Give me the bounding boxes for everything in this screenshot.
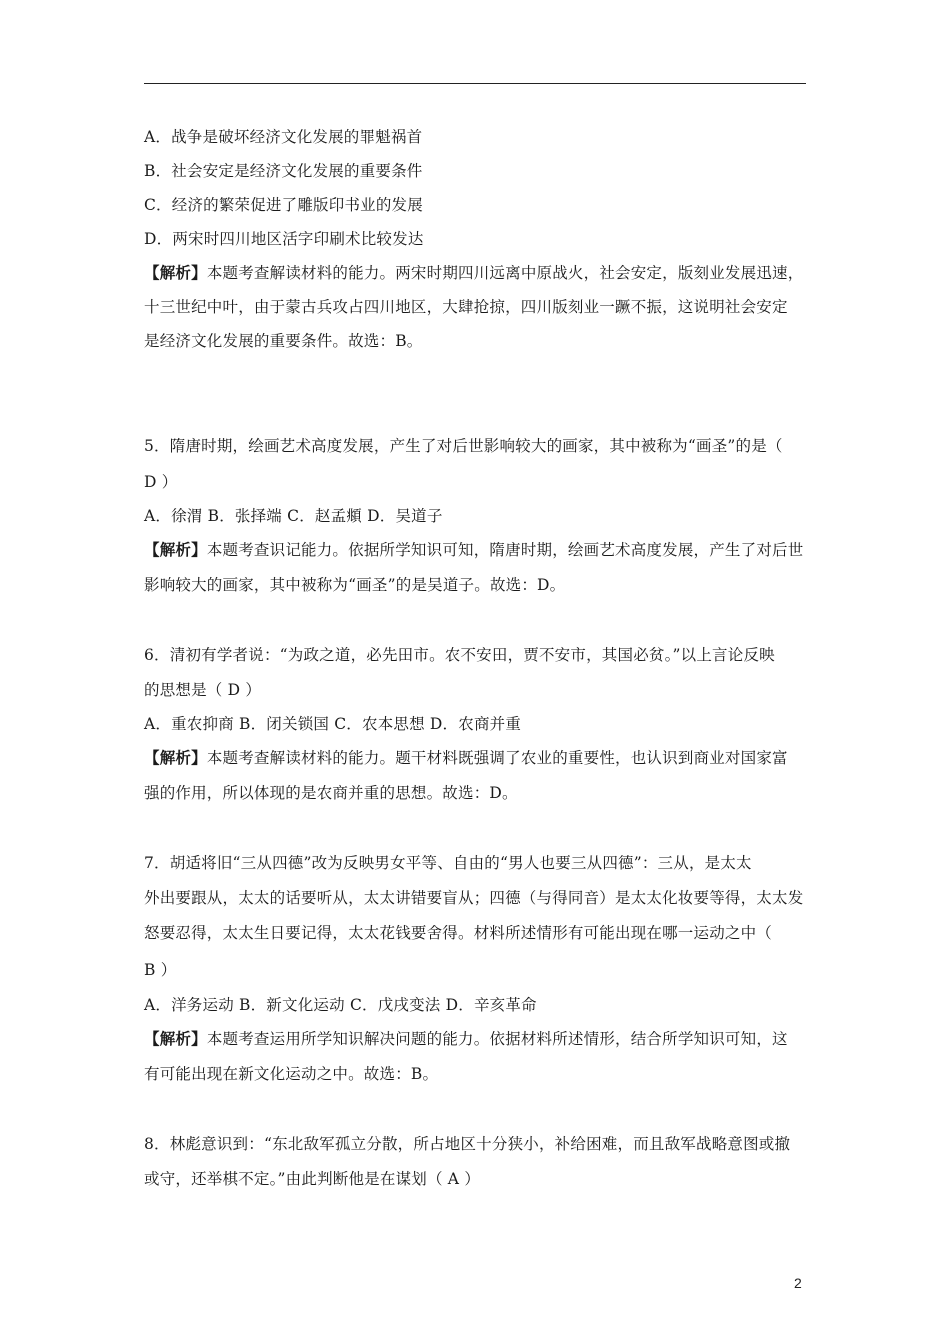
q7-analysis-text-1: 本题考查运用所学知识解决问题的能力。依据材料所述情形，结合所学知识可知，这 — [206, 1030, 788, 1048]
q4-analysis-line-3: 是经济文化发展的重要条件。故选：B。 — [144, 332, 423, 350]
analysis-tag: 【解析】 — [144, 263, 207, 282]
q4-option-a: A．战争是破坏经济文化发展的罪魁祸首 — [144, 128, 423, 146]
q6-stem-line-1: 6．清初有学者说：“为政之道，必先田市。农不安田，贾不安市，其国必贫。”以上言论反映 — [144, 646, 775, 664]
q6-analysis-line-1 — [144, 748, 788, 768]
q8-stem-line-1: 8．林彪意识到：“东北敌军孤立分散，所占地区十分狭小，补给困难，而且敌军战略意图或撤 — [144, 1135, 791, 1153]
q6-analysis-line-2: 强的作用，所以体现的是农商并重的思想。故选：D。 — [144, 784, 518, 802]
q4-option-d: D．两宋时四川地区活字印刷术比较发达 — [144, 230, 424, 248]
q7-stem-line-1: 7．胡适将旧“三从四德”改为反映男女平等、自由的“男人也要三从四德”：三从，是太太 — [144, 854, 752, 872]
q7-analysis-line-2: 有可能出现在新文化运动之中。故选：B。 — [144, 1065, 439, 1083]
q7-analysis-line-1 — [144, 1029, 788, 1049]
q8-stem-line-2: 或守，还举棋不定。”由此判断他是在谋划（ A ） — [144, 1170, 481, 1188]
q4-analysis-text-1: 本题考查解读材料的能力。两宋时期四川远离中原战火，社会安定，版刻业发展迅速， — [206, 264, 804, 282]
q5-analysis-text-1: 本题考查识记能力。依据所学知识可知，隋唐时期，绘画艺术高度发展，产生了对后世 — [206, 541, 804, 559]
analysis-tag: 【解析】 — [144, 748, 207, 767]
q4-option-c: C．经济的繁荣促进了雕版印书业的发展 — [144, 196, 423, 214]
q7-stem-line-2: 外出要跟从，太太的话要听从，太太讲错要盲从；四德（与得同音）是太太化妆要等得，太太发 — [144, 889, 804, 907]
q5-analysis-line-2: 影响较大的画家，其中被称为“画圣”的是吴道子。故选：D。 — [144, 576, 566, 594]
q5-analysis-line-1 — [144, 540, 803, 560]
q5-options: A．徐渭 B．张择端 C．赵孟頫 D．吴道子 — [144, 507, 443, 525]
q4-option-b: B．社会安定是经济文化发展的重要条件 — [144, 162, 423, 180]
q7-options: A．洋务运动 B．新文化运动 C．戊戌变法 D．辛亥革命 — [144, 996, 537, 1014]
q7-stem-line-4: B ） — [144, 961, 177, 979]
q7-stem-line-3: 怒要忍得，太太生日要记得，太太花钱要舍得。材料所述情形有可能出现在哪一运动之中（ — [144, 924, 773, 942]
header-rule — [144, 83, 806, 84]
q6-stem-line-2: 的思想是（ D ） — [144, 681, 262, 699]
analysis-tag: 【解析】 — [144, 1029, 207, 1048]
page-number: 2 — [794, 1275, 802, 1291]
q5-stem-line-2: D ） — [144, 473, 178, 491]
q4-analysis-line-2: 十三世纪中叶，由于蒙古兵攻占四川地区，大肆抢掠，四川版刻业一蹶不振，这说明社会安定 — [144, 298, 788, 316]
q5-stem-line-1: 5．隋唐时期，绘画艺术高度发展，产生了对后世影响较大的画家，其中被称为“画圣”的是（ — [144, 437, 783, 455]
q6-options: A．重农抑商 B．闭关锁国 C．农本思想 D．农商并重 — [144, 715, 522, 733]
q6-analysis-text-1: 本题考查解读材料的能力。题干材料既强调了农业的重要性，也认识到商业对国家富 — [206, 749, 788, 767]
q4-analysis-line-1 — [144, 263, 803, 283]
analysis-tag: 【解析】 — [144, 540, 207, 559]
